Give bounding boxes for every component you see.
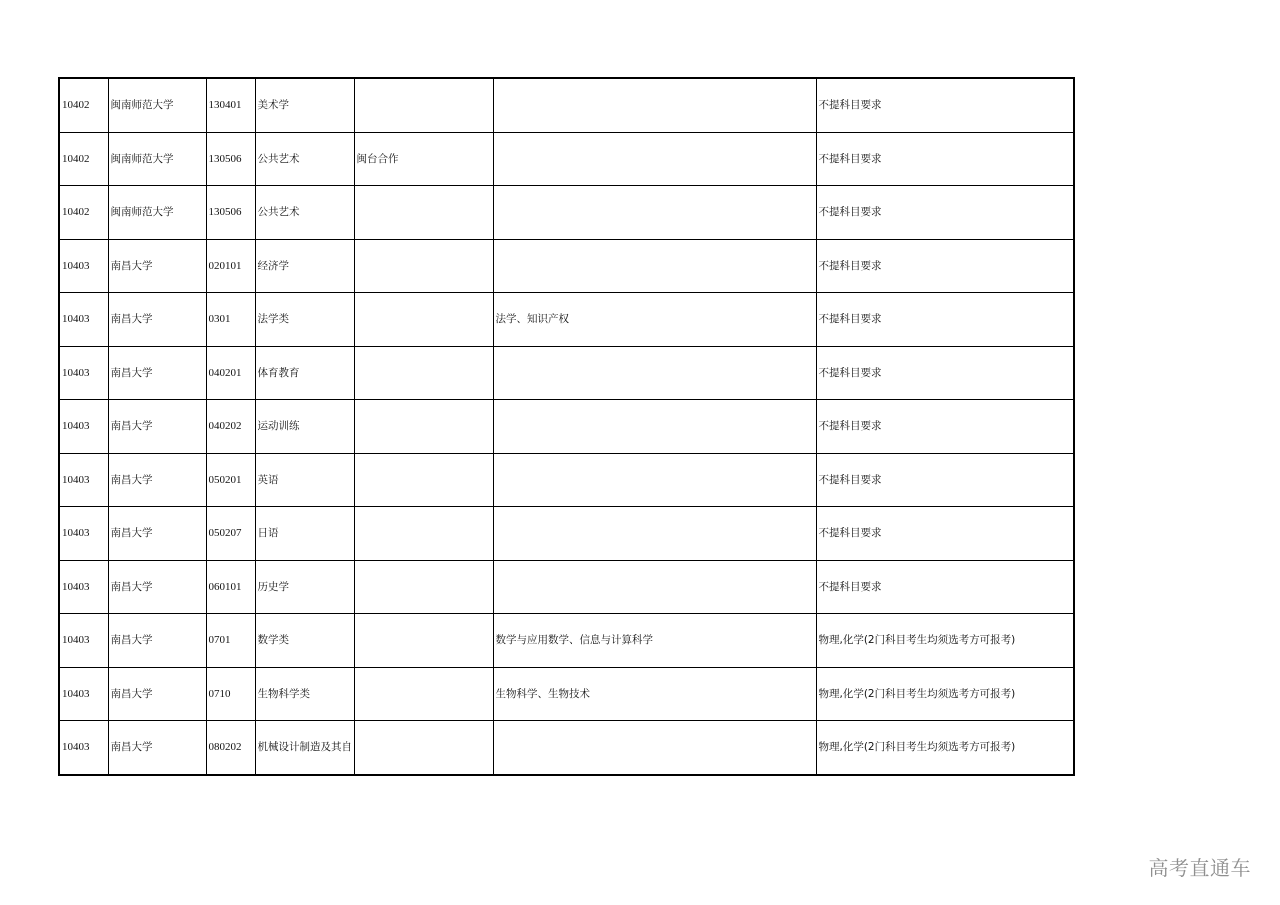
major-code-cell: 0301 [206,293,255,347]
note-cell [354,721,493,775]
table-row [59,186,1074,240]
school-code-cell: 10403 [59,239,108,293]
included-majors-cell [493,239,816,293]
included-majors-cell [493,346,816,400]
note-cell [354,400,493,454]
table-row [59,346,1074,400]
subject-requirement-cell: 物理,化学(2门科目考生均须选考方可报考) [816,614,1074,668]
subject-requirement-cell: 物理,化学(2门科目考生均须选考方可报考) [816,721,1074,775]
school-code-cell: 10403 [59,400,108,454]
school-name-cell: 南昌大学 [108,560,206,614]
major-name-cell: 运动训练 [255,400,354,454]
school-name-cell: 南昌大学 [108,453,206,507]
table-row [59,667,1074,721]
school-code-cell: 10403 [59,667,108,721]
included-majors-cell: 法学、知识产权 [493,293,816,347]
table-row [59,239,1074,293]
included-majors-cell [493,721,816,775]
table-row [59,507,1074,561]
school-code-cell: 10403 [59,560,108,614]
admission-subject-table [58,77,1075,776]
included-majors-cell: 生物科学、生物技术 [493,667,816,721]
table-row [59,614,1074,668]
included-majors-cell [493,132,816,186]
school-name-cell: 南昌大学 [108,239,206,293]
subject-requirement-cell: 不提科目要求 [816,186,1074,240]
major-name-cell: 美术学 [255,78,354,132]
school-code-cell: 10402 [59,186,108,240]
major-name-cell: 日语 [255,507,354,561]
major-name-cell: 生物科学类 [255,667,354,721]
major-code-cell: 130401 [206,78,255,132]
major-code-cell: 0710 [206,667,255,721]
subject-requirement-cell: 不提科目要求 [816,293,1074,347]
included-majors-cell [493,507,816,561]
major-code-cell: 020101 [206,239,255,293]
table-row [59,721,1074,775]
school-name-cell: 闽南师范大学 [108,132,206,186]
school-code-cell: 10403 [59,293,108,347]
major-code-cell: 080202 [206,721,255,775]
major-code-cell: 040202 [206,400,255,454]
major-name-cell: 数学类 [255,614,354,668]
watermark-text: 高考直通车 [1148,856,1251,880]
included-majors-cell [493,453,816,507]
subject-requirement-cell: 不提科目要求 [816,400,1074,454]
table-row [59,293,1074,347]
school-name-cell: 南昌大学 [108,400,206,454]
major-name-cell: 公共艺术 [255,186,354,240]
school-code-cell: 10402 [59,78,108,132]
school-name-cell: 南昌大学 [108,721,206,775]
school-code-cell: 10403 [59,346,108,400]
included-majors-cell [493,400,816,454]
table-row [59,400,1074,454]
major-code-cell: 040201 [206,346,255,400]
note-cell [354,560,493,614]
table-row [59,78,1074,132]
major-code-cell: 0701 [206,614,255,668]
major-code-cell: 050207 [206,507,255,561]
included-majors-cell [493,78,816,132]
major-code-cell: 130506 [206,186,255,240]
school-code-cell: 10403 [59,614,108,668]
major-name-cell: 体育教育 [255,346,354,400]
school-code-cell: 10403 [59,721,108,775]
subject-requirement-cell: 不提科目要求 [816,560,1074,614]
note-cell [354,78,493,132]
major-code-cell: 060101 [206,560,255,614]
major-name-cell: 法学类 [255,293,354,347]
note-cell [354,186,493,240]
major-name-cell: 英语 [255,453,354,507]
school-name-cell: 闽南师范大学 [108,78,206,132]
subject-requirement-cell: 不提科目要求 [816,453,1074,507]
included-majors-cell: 数学与应用数学、信息与计算科学 [493,614,816,668]
school-name-cell: 南昌大学 [108,346,206,400]
note-cell [354,507,493,561]
school-name-cell: 南昌大学 [108,667,206,721]
included-majors-cell [493,560,816,614]
school-code-cell: 10402 [59,132,108,186]
school-code-cell: 10403 [59,453,108,507]
subject-requirement-cell: 不提科目要求 [816,346,1074,400]
major-name-cell: 经济学 [255,239,354,293]
note-cell [354,614,493,668]
subject-requirement-cell: 不提科目要求 [816,507,1074,561]
major-code-cell: 050201 [206,453,255,507]
note-cell [354,346,493,400]
subject-requirement-cell: 不提科目要求 [816,239,1074,293]
note-cell [354,667,493,721]
note-cell [354,239,493,293]
school-name-cell: 闽南师范大学 [108,186,206,240]
table-body [59,78,1074,775]
major-code-cell: 130506 [206,132,255,186]
note-cell: 闽台合作 [354,132,493,186]
note-cell [354,293,493,347]
table-row [59,560,1074,614]
subject-requirement-cell: 不提科目要求 [816,132,1074,186]
school-name-cell: 南昌大学 [108,293,206,347]
school-name-cell: 南昌大学 [108,614,206,668]
school-code-cell: 10403 [59,507,108,561]
major-name-cell: 公共艺术 [255,132,354,186]
table-row [59,132,1074,186]
school-name-cell: 南昌大学 [108,507,206,561]
note-cell [354,453,493,507]
major-name-cell: 机械设计制造及其自 [255,721,354,775]
table-row [59,453,1074,507]
subject-requirement-cell: 物理,化学(2门科目考生均须选考方可报考) [816,667,1074,721]
major-name-cell: 历史学 [255,560,354,614]
subject-requirement-cell: 不提科目要求 [816,78,1074,132]
included-majors-cell [493,186,816,240]
